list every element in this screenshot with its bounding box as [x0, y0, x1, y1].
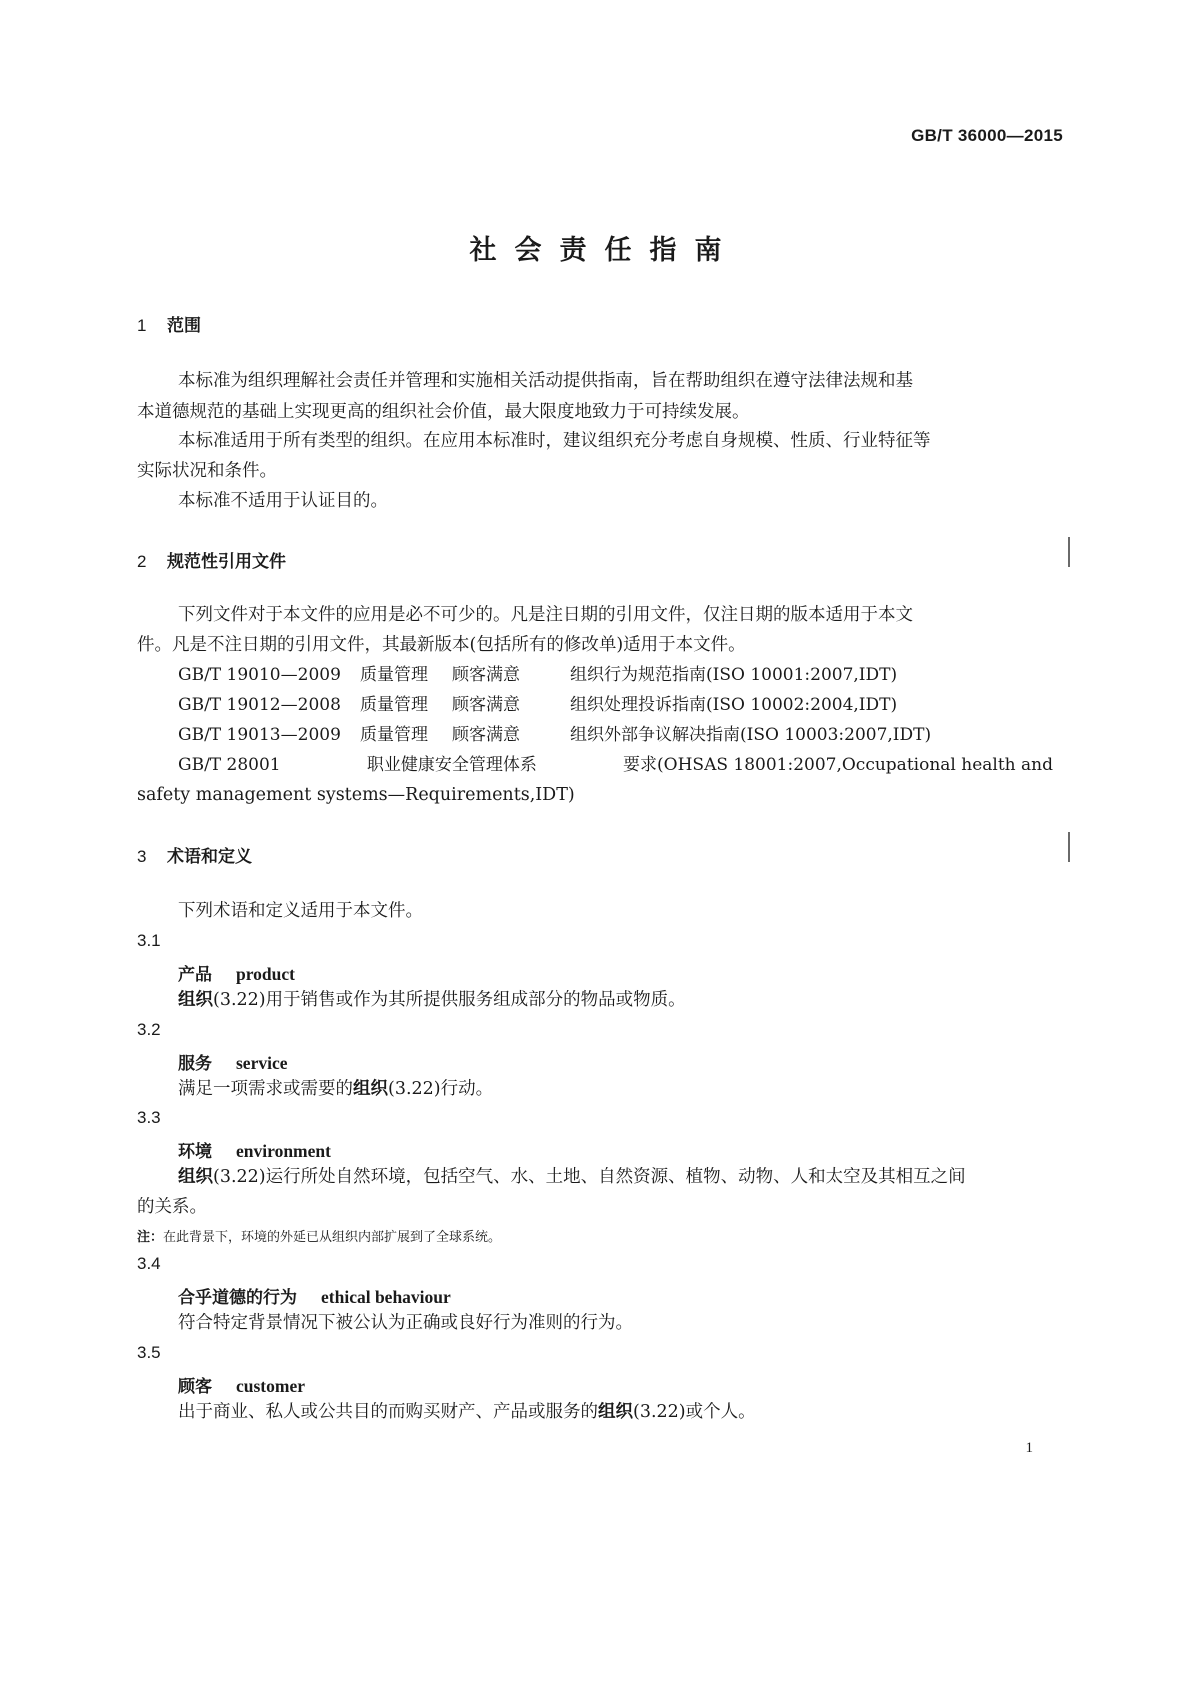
- term-zh: 顾客: [178, 1377, 212, 1397]
- term-definition: [178, 985, 686, 1016]
- s1-paragraph-2-line-2: 实际状况和条件。: [137, 461, 277, 481]
- term-definition: [178, 1397, 756, 1428]
- term-number: 3.1: [137, 931, 161, 950]
- section-number: 2: [137, 552, 147, 571]
- term-number: 3.2: [137, 1020, 161, 1039]
- section-2-heading: [137, 547, 286, 572]
- term-zh: 产品: [178, 965, 212, 985]
- term-en: customer: [236, 1376, 306, 1396]
- term-number: 3.3: [137, 1108, 161, 1127]
- reference-title: 组织行为规范指南(ISO 10001:2007,IDT): [570, 665, 898, 685]
- s1-paragraph-3: 本标准不适用于认证目的。: [178, 491, 388, 511]
- term-definition: [178, 1074, 493, 1105]
- reference-code: GB/T 28001: [178, 755, 281, 775]
- reference-item: [178, 690, 897, 721]
- term-def-text: (3.22)运行所处自然环境，包括空气、水、土地、自然资源、植物、动物、人和太空及其相互之间: [213, 1167, 966, 1187]
- reference-topic: 质量管理: [360, 665, 428, 685]
- s1-paragraph-1-line-1: 本标准为组织理解社会责任并管理和实施相关活动提供指南，旨在帮助组织在遵守法律法规和基: [178, 371, 913, 391]
- term-def-pre: 出于商业、私人或公共目的而购买财产、产品或服务的: [178, 1402, 598, 1422]
- term-en: product: [236, 964, 295, 984]
- reference-title: 组织处理投诉指南(ISO 10002:2004,IDT): [570, 695, 898, 715]
- term-number: 3.4: [137, 1254, 161, 1273]
- reference-code: GB/T 19010—2009: [178, 665, 341, 685]
- term-ref-bold: 组织: [178, 1167, 213, 1187]
- reference-subtopic: 顾客满意: [452, 725, 520, 745]
- term-note: [137, 1226, 501, 1245]
- section-number: 3: [137, 847, 147, 866]
- term-name: [178, 1283, 451, 1308]
- term-name: [178, 1372, 305, 1397]
- document-title: 社会责任指南: [469, 235, 740, 266]
- term-number: 3.5: [137, 1343, 161, 1362]
- page-number: 1: [1025, 1440, 1033, 1456]
- reference-topic: 质量管理: [360, 725, 428, 745]
- term-def-text: (3.22)或个人。: [633, 1402, 756, 1422]
- term-def-pre: 满足一项需求或需要的: [178, 1079, 353, 1099]
- reference-item: [178, 720, 931, 751]
- s2-paragraph-line-1: 下列文件对于本文件的应用是必不可少的。凡是注日期的引用文件，仅注日期的版本适用于本文: [178, 605, 913, 625]
- term-definition-line-2: 的关系。: [137, 1197, 207, 1217]
- section-title: 规范性引用文件: [167, 552, 286, 572]
- reference-item: [178, 660, 897, 691]
- revision-bar: [1068, 832, 1070, 862]
- reference-requirement: 要求(OHSAS 18001:2007,Occupational health and: [623, 755, 1053, 775]
- section-1-heading: [137, 311, 201, 336]
- term-en: environment: [236, 1141, 331, 1161]
- section-title: 范围: [167, 316, 201, 336]
- reference-subtopic: 顾客满意: [452, 695, 520, 715]
- term-name: [178, 1049, 288, 1074]
- term-ref-bold: 组织: [178, 990, 213, 1010]
- term-name: [178, 960, 295, 985]
- term-definition: [178, 1162, 966, 1193]
- term-zh: 合乎道德的行为: [178, 1288, 297, 1308]
- term-def-text: (3.22)行动。: [388, 1079, 494, 1099]
- reference-topic: 质量管理: [360, 695, 428, 715]
- term-zh: 服务: [178, 1054, 212, 1074]
- s1-paragraph-1-line-2: 本道德规范的基础上实现更高的组织社会价值，最大限度地致力于可持续发展。: [137, 402, 750, 422]
- term-name: [178, 1137, 331, 1162]
- section-3-heading: [137, 842, 252, 867]
- term-zh: 环境: [178, 1142, 212, 1162]
- reference-title: 职业健康安全管理体系: [366, 755, 537, 775]
- reference-code: GB/T 19013—2009: [178, 725, 341, 745]
- standard-number: GB/T 36000—2015: [911, 126, 1063, 145]
- term-ref-bold: 组织: [598, 1402, 633, 1422]
- reference-code: GB/T 19012—2008: [178, 695, 341, 715]
- reference-item: [178, 750, 1053, 781]
- term-def-text: (3.22)用于销售或作为其所提供服务组成部分的物品或物质。: [213, 990, 686, 1010]
- s1-paragraph-2-line-1: 本标准适用于所有类型的组织。在应用本标准时，建议组织充分考虑自身规模、性质、行业特征等: [178, 431, 931, 451]
- s2-paragraph-line-2: 件。凡是不注日期的引用文件，其最新版本(包括所有的修改单)适用于本文件。: [137, 635, 746, 655]
- term-en: service: [236, 1053, 288, 1073]
- revision-bar: [1068, 537, 1070, 567]
- s3-intro: 下列术语和定义适用于本文件。: [178, 901, 423, 921]
- section-number: 1: [137, 316, 147, 335]
- term-definition: 符合特定背景情况下被公认为正确或良好行为准则的行为。: [178, 1313, 633, 1333]
- reference-title: 组织外部争议解决指南(ISO 10003:2007,IDT): [570, 725, 932, 745]
- reference-subtopic: 顾客满意: [452, 665, 520, 685]
- note-text: 在此背景下，环境的外延已从组织内部扩展到了全球系统。: [163, 1230, 502, 1245]
- term-ref-bold: 组织: [353, 1079, 388, 1099]
- section-title: 术语和定义: [167, 847, 252, 867]
- term-en: ethical behaviour: [321, 1287, 451, 1307]
- reference-continuation: safety management systems—Requirements,IDT): [137, 785, 575, 805]
- note-label: 注：: [137, 1230, 164, 1245]
